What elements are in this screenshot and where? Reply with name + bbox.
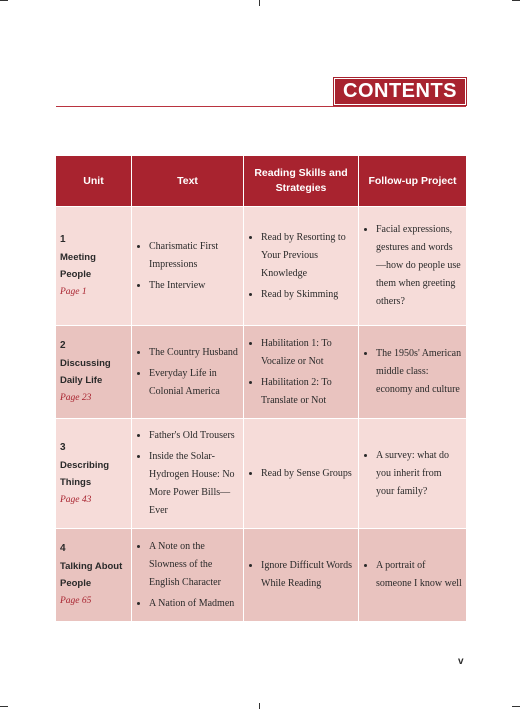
text-item: • A Nation of Madmen [149, 595, 239, 613]
text-item: • Charismatic First Impressions [149, 238, 239, 274]
unit-cell [56, 207, 132, 326]
unit-title: Describing Things [60, 459, 110, 488]
project-item: • A survey: what do you inherit from your family? [376, 447, 462, 501]
text-item: • The Interview [149, 277, 239, 295]
skill-item: • Read by Sense Groups [261, 465, 354, 483]
skills-cell [244, 207, 359, 326]
table-row [56, 207, 467, 326]
text-cell [132, 326, 244, 419]
project-item: • The 1950s' American middle class: economy and culture [376, 345, 462, 399]
text-cell [132, 207, 244, 326]
table-header-row [56, 156, 467, 207]
crop-mark [512, 706, 520, 707]
unit-cell [56, 419, 132, 529]
title-rule [56, 78, 466, 107]
project-cell [359, 419, 467, 529]
project-cell [359, 326, 467, 419]
crop-mark [0, 0, 8, 1]
text-item: • Father's Old Trousers [149, 427, 239, 445]
unit-title: Talking About People [60, 561, 123, 589]
text-cell [132, 419, 244, 529]
skill-item: • Habilitation 2: To Translate or Not [261, 374, 354, 410]
header-skills: Reading Skills and Strategies [244, 156, 359, 207]
unit-number: 2 [60, 340, 66, 351]
project-cell [359, 529, 467, 622]
skill-item: • Ignore Difficult Words While Reading [261, 557, 354, 593]
text-item: • Everyday Life in Colonial America [149, 365, 239, 401]
project-item: • Facial expressions, gestures and words—how do people use them when greeting others? [376, 221, 462, 311]
text-item: • Inside the Solar-Hydrogen House: No More Power Bills—Ever [149, 448, 239, 520]
unit-cell [56, 326, 132, 419]
table-row [56, 529, 467, 622]
header-text: Text [132, 156, 244, 207]
unit-number: 1 [60, 234, 66, 245]
crop-mark [512, 0, 520, 1]
unit-title: Meeting People [60, 252, 96, 280]
unit-page: Page 23 [60, 393, 92, 403]
crop-mark [259, 0, 260, 6]
text-cell [132, 529, 244, 622]
unit-page: Page 1 [60, 287, 87, 297]
skill-item: • Habilitation 1: To Vocalize or Not [261, 335, 354, 371]
project-item: • A portrait of someone I know well [376, 557, 462, 593]
text-item: • A Note on the Slowness of the English Character [149, 538, 239, 592]
table-row [56, 419, 467, 529]
skill-item: • Read by Skimming [261, 286, 354, 304]
crop-mark [259, 703, 260, 709]
skills-cell [244, 419, 359, 529]
header-unit: Unit [56, 156, 132, 207]
contents-table [55, 155, 467, 622]
crop-mark [0, 706, 8, 707]
page-number: v [458, 656, 464, 667]
table-row [56, 326, 467, 419]
unit-page: Page 65 [60, 596, 92, 606]
unit-title: Discussing Daily Life [60, 358, 111, 386]
skill-item: • Read by Resorting to Your Previous Knowledge [261, 229, 354, 283]
project-cell [359, 207, 467, 326]
unit-number: 3 [60, 441, 66, 453]
skills-cell [244, 326, 359, 419]
page-title: CONTENTS [334, 78, 466, 105]
unit-cell [56, 529, 132, 622]
header-project: Follow-up Project [359, 156, 467, 207]
text-item: • The Country Husband [149, 344, 239, 362]
unit-number: 4 [60, 543, 66, 554]
skills-cell [244, 529, 359, 622]
unit-page: Page 43 [60, 494, 92, 505]
